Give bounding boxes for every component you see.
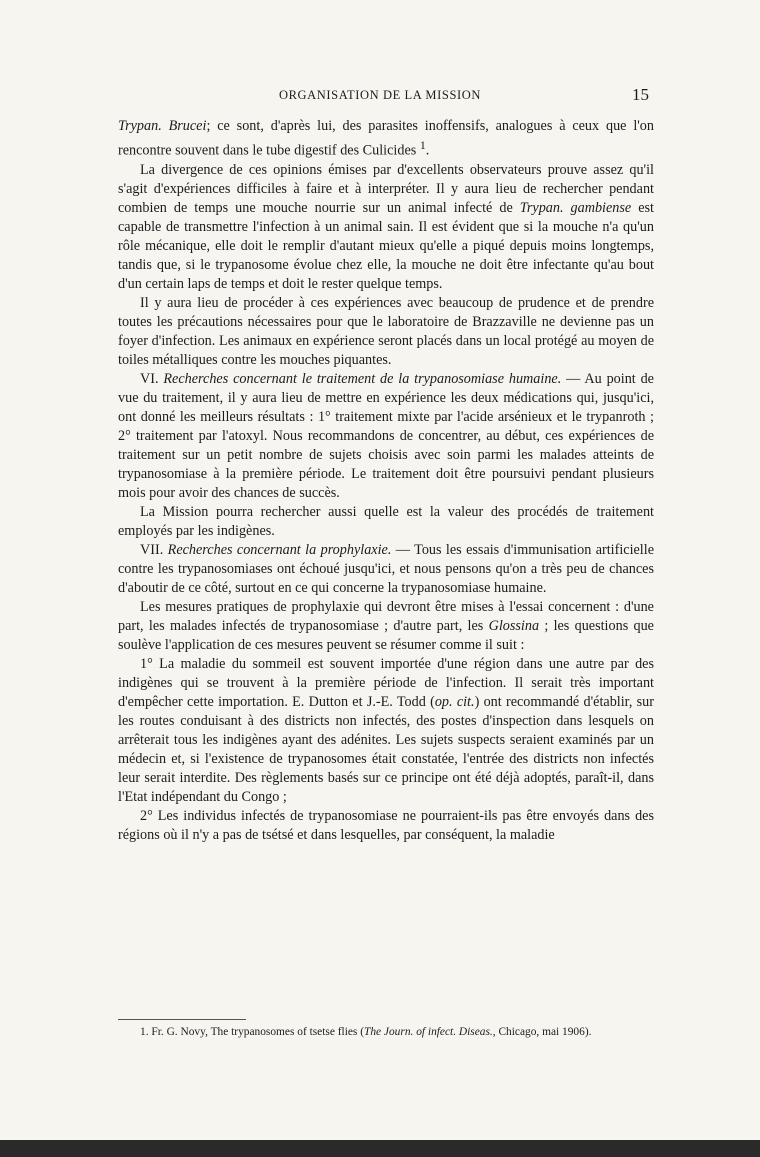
footnote-text: , Chicago, mai 1906). <box>492 1026 592 1038</box>
paragraph-3 <box>118 294 654 370</box>
paragraph-text: ) ont recommandé d'établir, sur les routes conduisant à des districts non infectés, des postes d'inspection dans lesquels on arrêterait tous les indigènes ayant des adénites. Les sujets suspects seraient examinés par un médecin et, si l'existence de trypanosomes était constatée, l'entrée des districts non infectés leur serait interdite. Des règlements basés sur ce principe ont été déjà adoptés, paraît-il, dans l'Etat indépendant du Congo ; <box>118 693 654 805</box>
page-number: 15 <box>632 85 649 104</box>
section-number: VI. <box>140 370 164 387</box>
footnote <box>118 1024 654 1040</box>
paragraph-text: La Mission pourra rechercher aussi quelle est la valeur des procédés de traitement employés par les indigènes. <box>118 503 654 539</box>
paragraph-2 <box>118 161 654 294</box>
body-text <box>118 117 654 845</box>
footnote-ref: 1 <box>419 138 426 152</box>
section-title: Recherches concernant le traitement de la trypanosomiase humaine. <box>163 370 562 387</box>
paragraph-1 <box>118 117 654 161</box>
paragraph-text: — Au point de vue du traitement, il y aura lieu de mettre en expérience les deux médications qui, jusqu'ici, ont donné les meilleurs résultats : 1° traitement mixte par l'acide arsénieux et le trypanroth ; 2° traitement par l'atoxyl. Nous recommandons de concentrer, au début, ces expériences de traitement sur un petit nombre de sujets choisis avec soin parmi les malades atteints de trypanosomiase à la première période. Le traitement doit être poursuivi pendant plusieurs mois pour avoir des chances de succès. <box>118 370 654 501</box>
paragraph-text: Il y aura lieu de procéder à ces expériences avec beaucoup de prudence et de prendre toutes les précautions nécessaires pour que le laboratoire de Brazzaville ne devienne pas un foyer d'infection. Les animaux en expérience seront placés dans un local protégé au moyen de toiles métalliques contre les mouches piquantes. <box>118 294 654 368</box>
paragraph-9 <box>118 807 654 845</box>
paragraph-4 <box>118 370 654 503</box>
journal-title: The Journ. of infect. Diseas. <box>364 1026 493 1038</box>
paragraph-8 <box>118 655 654 807</box>
paragraph-text: 1° La maladie du sommeil est souvent importée d'une région dans une autre par des indigènes qui se trouvent à la première période de l'infection. Il serait très important d'empêcher cette importation. E. Dutton et J.-E. Todd ( <box>118 655 654 710</box>
footnote-divider <box>118 1019 246 1020</box>
citation: op. cit. <box>434 693 475 710</box>
paragraph-text: 2° Les individus infectés de trypanosomiase ne pourraient-ils pas être envoyés dans des régions où il n'y a pas de tsétsé et dans lesquelles, par conséquent, la maladie <box>118 807 654 843</box>
paragraph-text: est capable de transmettre l'infection à un animal sain. Il est évident que si la mouche n'a qu'un rôle mécanique, elle doit le remplir d'autant mieux qu'elle a piqué depuis moins longtemps, tandis que, si le trypanosome évolue chez elle, la mouche ne doit être infectante qu'au bout d'un certain laps de temps et doit le rester quelque temps. <box>118 199 654 292</box>
paragraph-5 <box>118 503 654 541</box>
species-name: Trypan. gambiense <box>519 199 632 216</box>
section-number: VII. <box>140 541 168 558</box>
paragraph-text: — Tous les essais d'immunisation artificielle contre les trypanosomiases ont échoué jusqu'ici, et nous pensons qu'on a très peu de chances d'aboutir de ce côté, surtout en ce qui concerne la trypanosomiase humaine. <box>118 541 654 596</box>
page-header <box>0 85 760 108</box>
paragraph-text: . <box>425 142 430 159</box>
footnote-text: 1. Fr. G. Novy, The trypanosomes of tsetse flies ( <box>140 1026 364 1038</box>
paragraph-text: Les mesures pratiques de prophylaxie qui devront être mises à l'essai concernent : d'une part, les malades infectés de trypanosomiase ; d'autre part, les <box>118 598 654 634</box>
species-name: Trypan. Brucei <box>118 118 207 134</box>
genus-name: Glossina <box>488 617 540 634</box>
running-head: ORGANISATION DE LA MISSION <box>278 88 482 102</box>
paragraph-text: ; ce sont, d'après lui, des parasites inoffensifs, analogues à ceux que l'on rencontre souvent dans le tube digestif des Culicides <box>118 118 654 159</box>
paragraph-text: La divergence de ces opinions émises par d'excellents observateurs prouve assez qu'il s'agit d'expériences difficiles à faire et à interpréter. Il y aura lieu de rechercher pendant combien de temps une mouche nourrie sur un animal infecté de <box>118 161 654 216</box>
paragraph-text: ; les questions que soulève l'application de ces mesures peuvent se résumer comme il suit : <box>118 617 654 653</box>
paragraph-6 <box>118 541 654 598</box>
paragraph-7 <box>118 598 654 655</box>
section-title: Recherches concernant la prophylaxie. <box>167 541 392 558</box>
scan-edge <box>0 1140 760 1157</box>
